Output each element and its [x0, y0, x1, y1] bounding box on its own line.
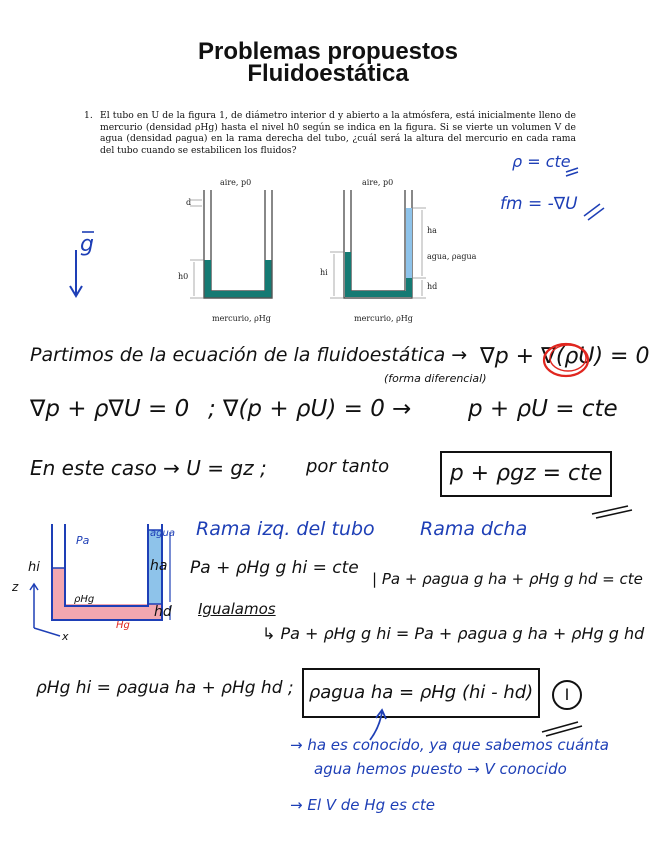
label-h0: h0 [178, 272, 189, 281]
problem-statement [86, 110, 576, 156]
note-volume-known: agua hemos puesto → V conocido [314, 760, 567, 778]
circled-equation-number: I [552, 680, 582, 710]
handwriting-line3-b: por tanto [306, 456, 390, 477]
equation-right-branch: | Pa + ρagua g ha + ρHg g hd = cte [372, 570, 643, 588]
double-underline-mark [588, 502, 636, 522]
handwriting-line1-note: (forma diferencial) [384, 372, 487, 385]
handwriting-line2-a: ∇p + ρ∇U = 0 [30, 396, 190, 422]
label-mercury-left: mercurio, ρHg [212, 314, 271, 323]
u-tube-initial [190, 190, 272, 298]
label-water: agua, ρagua [427, 252, 477, 261]
note-hg-volume-constant: → El V de Hg es cte [290, 796, 436, 814]
sketch-label-agua: agua [150, 528, 175, 539]
u-tube-final [330, 190, 426, 298]
note-potential: fm = -∇U [500, 194, 578, 214]
label-d: d [186, 198, 192, 207]
sketch-label-hg: Hg [116, 620, 130, 631]
handwriting-line2-c: p + ρU = cte [468, 396, 618, 422]
handwriting-line3-a: En este caso → U = gz ; [30, 456, 267, 480]
page-title-line2: Fluidoestática [247, 60, 409, 87]
sketch-axis-x: x [62, 630, 69, 643]
sketch-label-pa: Pa [76, 534, 90, 547]
equation-simplified: ρHg hi = ρagua ha + ρHg hd ; [36, 678, 294, 698]
sketch-axis-z: z [12, 580, 19, 594]
label-air-left: aire, p0 [220, 178, 252, 187]
handwriting-line1-text: Partimos de la ecuación de la fluidoestática → [30, 344, 468, 366]
label-igualamos: Igualamos [198, 600, 276, 618]
label-hd: hd [427, 282, 438, 291]
boxed-equation-pressure: p + ρgz = cte [440, 451, 612, 497]
header-right-branch: Rama dcha [420, 518, 528, 540]
red-circle-mark [538, 336, 598, 384]
sketch-label-rho-hg: ρHg [74, 594, 95, 605]
label-ha: ha [427, 226, 437, 235]
boxed-equation-result: ρagua ha = ρHg (hi - hd) [302, 668, 540, 718]
label-g: g [80, 232, 94, 257]
label-mercury-right: mercurio, ρHg [354, 314, 413, 323]
equation-equated: ↳ Pa + ρHg g hi = Pa + ρagua g ha + ρHg g hd [262, 624, 645, 643]
note-density-constant: ρ = cte [512, 152, 571, 171]
note-ha-known: → ha es conocido, ya que sabemos cuánta [290, 736, 609, 754]
problem-number: 1. [84, 110, 93, 121]
u-tube-sketch [12, 520, 192, 650]
underline-marks [560, 164, 620, 224]
label-air-right: aire, p0 [362, 178, 394, 187]
sketch-label-ha: ha [150, 558, 168, 574]
handwriting-line1-equation: ∇p + ∇(ρU) = 0 [480, 344, 650, 369]
sketch-label-hd: hd [154, 604, 172, 620]
problem-text: El tubo en U de la figura 1, de diámetro interior d y abierto a la atmósfera, está inicialmente lleno de mercurio (densidad ρHg) hasta el nivel h0 según se indica en la figura. Si se vierte un volumen V de agua (densidad ρagua) en la rama derecha del tubo, ¿cuál será la altura del mercurio en cada rama del tubo cuando se estabilicen los fluidos? [100, 110, 576, 156]
equation-left-branch: Pa + ρHg g hi = cte [190, 558, 359, 578]
header-left-branch: Rama izq. del tubo [196, 518, 375, 540]
handwriting-line2-b: ; ∇(p + ρU) = 0 → [208, 396, 412, 422]
page-title-line1: Problemas propuestos [197, 38, 459, 65]
sketch-label-hi: hi [28, 560, 40, 575]
label-hi: hi [320, 268, 328, 277]
